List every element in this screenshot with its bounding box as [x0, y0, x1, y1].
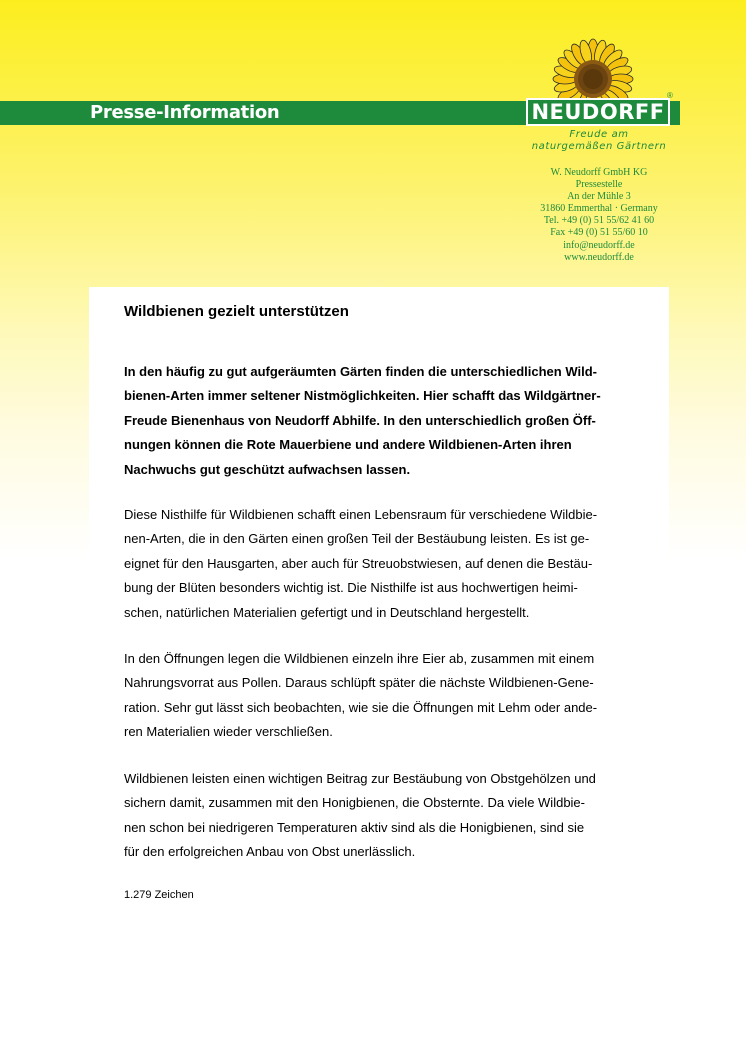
- paragraph-line: Diese Nisthilfe für Wildbienen schafft einen Lebensraum für verschiedene Wildbie-: [124, 507, 598, 522]
- brand-tagline: [516, 129, 682, 153]
- article-headline: Wildbienen gezielt unterstützen: [124, 303, 349, 320]
- lead-line: In den häufig zu gut aufgeräumten Gärten finden die unterschiedlichen Wild-: [124, 364, 597, 379]
- paragraph-line: bung der Blüten besonders wichtig ist. Die Nisthilfe ist aus hochwertigen heimi-: [124, 580, 578, 596]
- address-city: 31860 Emmerthal · Germany: [540, 203, 658, 215]
- lead-line: Nachwuchs gut geschützt aufwachsen lassen.: [124, 461, 411, 477]
- paragraph-line: Wildbienen leisten einen wichtigen Beitrag zur Bestäubung von Obstgehölzen und: [124, 771, 596, 786]
- article-paragraph-2: [124, 647, 644, 745]
- paragraph-line: eignet für den Hausgarten, aber auch für Streuobstwiesen, auf denen die Bestäu-: [124, 555, 593, 571]
- address-phone: Tel. +49 (0) 51 55/62 41 60: [543, 215, 655, 227]
- address-website: www.neudorff.de: [564, 251, 634, 263]
- article-paragraph-3: [124, 767, 644, 865]
- article-paragraph-1: [124, 503, 644, 625]
- paragraph-line: sichern damit, zusammen mit den Honigbienen, die Obsternte. Da viele Wildbie-: [124, 795, 585, 811]
- address-email: info@neudorff.de: [563, 239, 635, 251]
- character-count: 1.279 Zeichen: [124, 889, 194, 901]
- tagline-line: Freude am: [569, 129, 629, 140]
- company-address: [516, 167, 682, 264]
- paragraph-line: schen, natürlichen Materialien gefertigt und in Deutschland hergestellt.: [124, 604, 530, 620]
- press-info-title: Presse-Information: [90, 102, 280, 123]
- lead-line: Freude Bienenhaus von Neudorff Abhilfe. In den unterschiedlich großen Öff-: [124, 412, 596, 428]
- tagline-line: naturgemäßen Gärtnern: [531, 141, 667, 152]
- registered-mark: ®: [667, 91, 673, 100]
- paragraph-line: für den erfolgreichen Anbau von Obst unerlässlich.: [124, 844, 416, 860]
- address-street: An der Mühle 3: [567, 191, 631, 203]
- paragraph-line: ration. Sehr gut lässt sich beobachten, wie sie die Öffnungen mit Lehm oder ande-: [124, 699, 598, 715]
- paragraph-line: Nahrungsvorrat aus Pollen. Daraus schlüpft später die nächste Wildbienen-Gene-: [124, 675, 594, 691]
- paragraph-line: In den Öffnungen legen die Wildbienen einzeln ihre Eier ab, zusammen mit einem: [124, 651, 595, 666]
- lead-line: bienen-Arten immer seltener Nistmöglichkeiten. Hier schafft das Wildgärtner-: [124, 388, 601, 404]
- neudorff-logo: NEUDORFF: [526, 98, 670, 126]
- paragraph-line: nen schon bei niedrigeren Temperaturen aktiv sind als die Honigbienen, sind sie: [124, 819, 585, 835]
- paragraph-line: nen-Arten, die in den Gärten einen großen Teil der Bestäubung leisten. Es ist ge-: [124, 531, 590, 547]
- address-company: W. Neudorff GmbH KG: [550, 167, 648, 178]
- lead-line: nungen können die Rote Mauerbiene und andere Wildbienen-Arten ihren: [124, 437, 572, 453]
- paragraph-line: ren Materialien wieder verschließen.: [124, 724, 333, 740]
- article-lead: [124, 360, 644, 482]
- address-department: Pressestelle: [575, 179, 623, 191]
- address-fax: Fax +49 (0) 51 55/60 10: [550, 227, 648, 239]
